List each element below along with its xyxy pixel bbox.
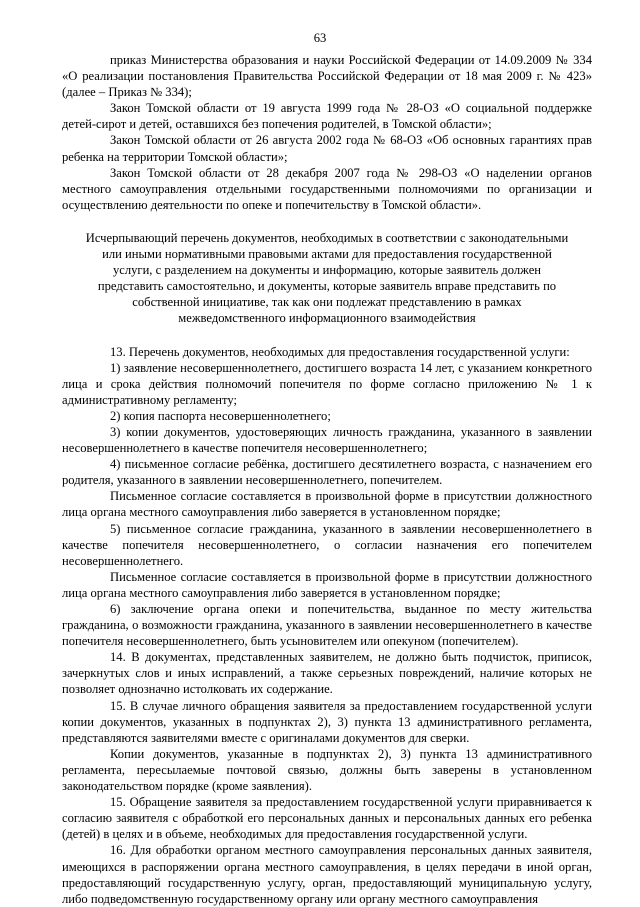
paragraph: 3) копии документов, удостоверяющих личность гражданина, указанного в заявлении несовершеннолетнего в качестве попечителя несовершеннолетнего;	[62, 424, 592, 456]
paragraph: 6) заключение органа опеки и попечительства, выданное по месту жительства гражданина, о возможности гражданина, указанного в заявлении несовершеннолетнего в качестве попечителя несовершеннолетнего, быть усыновителем или опекуном (попечителем).	[62, 602, 592, 649]
intro-paragraph: Закон Томской области от 26 августа 2002 года № 68-ОЗ «Об основных гарантиях прав ребенка на территории Томской области»;	[62, 133, 592, 164]
paragraph: Письменное согласие составляется в произвольной форме в присутствии должностного лица органа местного самоуправления либо заверяется в установленном порядке;	[62, 489, 592, 520]
paragraph: 1) заявление несовершеннолетнего, достигшего возраста 14 лет, с указанием конкретного лица и срока действия полномочий попечителя по форме согласно приложению № 1 к административному регламенту;	[62, 360, 592, 407]
section-heading: Исчерпывающий перечень документов, необходимых в соответствии с законодательными или иными нормативными правовыми актами для предоставления государственной услуги, с разделением на документы и информацию, которые заявитель должен представить самостоятельно, и документы, которые заявитель вправе представить по собственной инициативе, так как они подлежат представлению в рамках межведомственного информационного взаимодействия	[85, 230, 569, 326]
paragraph: Копии документов, указанные в подпунктах 2), 3) пункта 13 административного регламента, пересылаемые почтовой связью, должны быть заверены в установленном законодательством порядке (кроме заявления).	[62, 746, 592, 794]
spacer	[62, 327, 592, 344]
page-number: 63	[313, 31, 327, 45]
spacer	[62, 213, 592, 230]
paragraph: 13. Перечень документов, необходимых для предоставления государственной услуги:	[110, 344, 570, 359]
paragraph: 15. В случае личного обращения заявителя за предоставлением государственной услуги копии документов, указанных в подпунктах 2), 3) пункта 13 административного регламента, представляются заявителями вместе с оригиналами документов для сверки.	[62, 698, 592, 745]
document-body	[62, 52, 592, 907]
paragraph: 2) копия паспорта несовершеннолетнего;	[110, 408, 331, 423]
paragraph: 15. Обращение заявителя за предоставлением государственной услуги приравнивается к согласию заявителя с обработкой его персональных данных и персональных данных его ребенка (детей) в целях и в объеме, необходимых для предоставления государственной услуги.	[62, 795, 592, 842]
intro-paragraph: Закон Томской области от 28 декабря 2007 года № 298-ОЗ «О наделении органов местного самоуправления отдельными государственными полномочиями по организации и осуществлению деятельности по опеке и попечительству в Томской области».	[62, 165, 592, 212]
intro-paragraph: Закон Томской области от 19 августа 1999 года № 28-ОЗ «О социальной поддержке детей-сирот и детей, оставшихся без попечения родителей, в Томской области»;	[62, 101, 592, 132]
paragraph: 16. Для обработки органом местного самоуправления персональных данных заявителя, имеющихся в распоряжении органа местного самоуправления, в целях передачи в иной орган, предоставляющий государственную услугу, орган, предоставляющий муниципальную услугу, либо подведомственную государственному органу или органу местного самоуправления	[62, 843, 592, 906]
paragraph: Письменное согласие составляется в произвольной форме в присутствии должностного лица органа местного самоуправления либо заверяется в установленном порядке;	[62, 569, 592, 600]
paragraph: 4) письменное согласие ребёнка, достигшего десятилетнего возраста, с назначением его родителя, указанного в заявлении несовершеннолетнего, попечителем.	[62, 457, 592, 488]
intro-paragraph: приказ Министерства образования и науки Российской Федерации от 14.09.2009 № 334 «О реализации постановления Правительства Российской Федерации от 18 мая 2009 г. № 423» (далее – Приказ № 334);	[62, 53, 592, 100]
paragraph: 14. В документах, представленных заявителем, не должно быть подчисток, приписок, зачеркнутых слов и иных исправлений, а также серьезных повреждений, наличие которых не позволяет однозначно истолковать их содержание.	[62, 650, 592, 697]
paragraph: 5) письменное согласие гражданина, указанного в заявлении несовершеннолетнего в качестве попечителя несовершеннолетнего, о согласии назначения его попечителем несовершеннолетнего.	[62, 521, 592, 568]
